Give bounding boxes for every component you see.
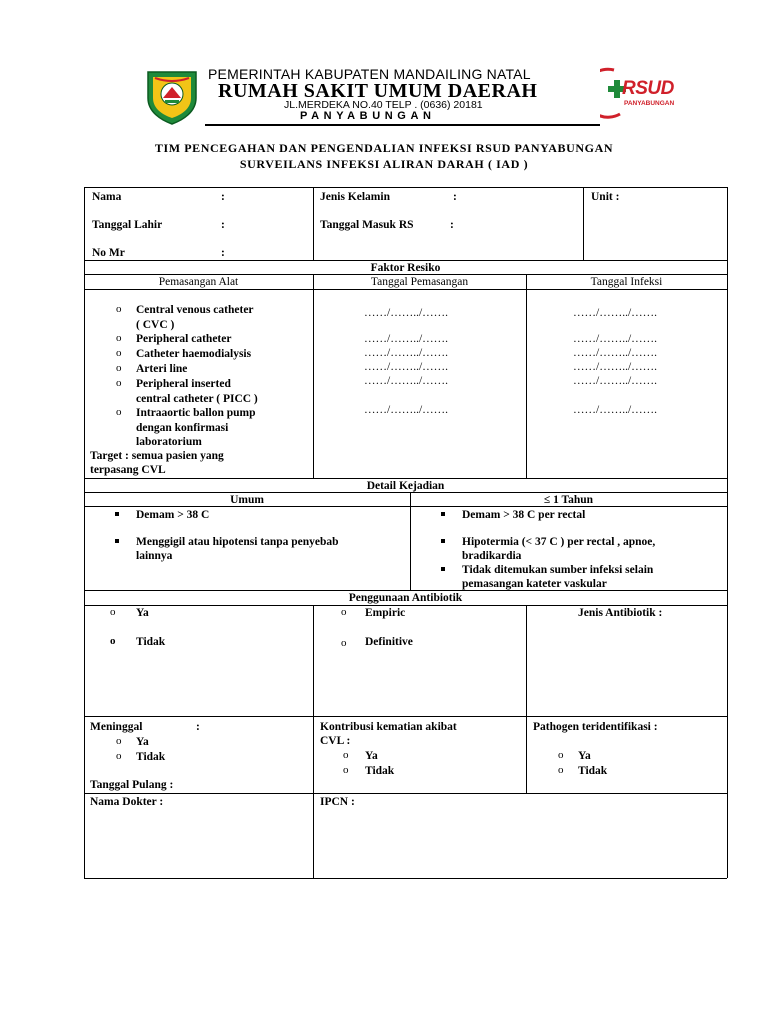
detail-bayi-hipotermia: Hipotermia (< 37 C ) per rectal , apnoe, — [462, 536, 656, 548]
header-hospital-name: RUMAH SAKIT UMUM DAERAH — [218, 80, 538, 102]
col-tanggal-pemasangan: Tanggal Pemasangan — [370, 276, 469, 288]
label-tanggal-masuk: Tanggal Masuk RS — [320, 219, 414, 231]
label-kontribusi-2: CVL : — [320, 735, 351, 747]
option-circle[interactable]: o — [116, 735, 122, 747]
col-umum: Umum — [230, 494, 264, 506]
target-line-1: Target : semua pasien yang — [90, 450, 224, 462]
item-iabp-3: laboratorium — [136, 436, 202, 448]
detail-umum-menggigil: Menggigil atau hipotensi tanpa penyebab — [136, 536, 339, 548]
form-subtitle: SURVEILANS INFEKSI ALIRAN DARAH ( IAD ) — [239, 157, 529, 171]
colon-nama: : — [221, 191, 225, 203]
bullet-square — [115, 512, 119, 516]
detail-bayi-demam: Demam > 38 C per rectal — [462, 509, 586, 521]
bullet-circle: o — [116, 332, 122, 344]
date-pemasangan-picc[interactable]: ……/……../……. — [364, 375, 449, 387]
rsud-logo — [600, 66, 675, 122]
col-satu-tahun: ≤ 1 Tahun — [543, 494, 594, 506]
antibiotik-ya[interactable]: Ya — [136, 607, 149, 619]
detail-bayi-sumber-1: Tidak ditemukan sumber infeksi selain — [462, 564, 654, 576]
label-kontribusi-1: Kontribusi kematian akibat — [320, 721, 457, 733]
bullet-circle: o — [116, 377, 122, 389]
pathogen-tidak[interactable]: Tidak — [578, 765, 608, 777]
detail-bayi-bradikardia: bradikardia — [462, 550, 522, 562]
option-circle[interactable]: o — [110, 635, 116, 647]
option-circle[interactable]: o — [558, 749, 564, 761]
bullet-square — [441, 512, 445, 516]
date-pemasangan-iabp[interactable]: ……/……../……. — [364, 404, 449, 416]
colon-no-mr: : — [221, 247, 225, 259]
section-antibiotik: Penggunaan Antibiotik — [348, 592, 463, 604]
section-faktor-resiko: Faktor Resiko — [370, 262, 441, 274]
item-iabp-1: Intraaortic ballon pump — [136, 407, 256, 419]
option-circle[interactable]: o — [343, 749, 349, 761]
date-infeksi-haemodialysis[interactable]: ……/……../……. — [573, 347, 658, 359]
antibiotik-empiric[interactable]: Empiric — [365, 607, 406, 619]
label-meninggal: Meninggal — [90, 721, 143, 733]
item-picc-2: central catheter ( PICC ) — [136, 393, 258, 405]
option-circle[interactable]: o — [116, 750, 122, 762]
col-pemasangan-alat: Pemasangan Alat — [158, 276, 239, 288]
option-circle[interactable]: o — [558, 764, 564, 776]
antibiotik-tidak[interactable]: Tidak — [136, 636, 166, 648]
item-cvc-abbr: ( CVC ) — [136, 319, 175, 331]
date-infeksi-iabp[interactable]: ……/……../……. — [573, 404, 658, 416]
bullet-circle: o — [116, 362, 122, 374]
bullet-circle: o — [116, 406, 122, 418]
antibiotik-definitive[interactable]: Definitive — [365, 636, 413, 648]
label-pathogen: Pathogen teridentifikasi : — [533, 721, 658, 733]
rsud-logo-subtext: PANYABUNGAN — [624, 100, 675, 107]
item-arteri-line: Arteri line — [136, 363, 188, 375]
label-jenis-kelamin: Jenis Kelamin — [320, 191, 390, 203]
date-infeksi-cvc[interactable]: ……/……../……. — [573, 307, 658, 319]
colon-meninggal: : — [196, 721, 200, 733]
kontribusi-tidak[interactable]: Tidak — [365, 765, 395, 777]
item-iabp-2: dengan konfirmasi — [136, 422, 229, 434]
detail-umum-demam: Demam > 38 C — [136, 509, 210, 521]
label-ipcn: IPCN : — [320, 796, 355, 808]
bullet-square — [115, 539, 119, 543]
regency-emblem-logo — [143, 68, 201, 126]
kontribusi-ya[interactable]: Ya — [365, 750, 378, 762]
section-detail-kejadian: Detail Kejadian — [366, 480, 445, 492]
label-unit: Unit : — [591, 191, 620, 203]
item-picc-1: Peripheral inserted — [136, 378, 231, 390]
option-circle[interactable]: o — [110, 606, 116, 618]
rsud-logo-text: RSUD — [622, 78, 674, 99]
date-infeksi-picc[interactable]: ……/……../……. — [573, 375, 658, 387]
header-government-name: PEMERINTAH KABUPATEN MANDAILING NATAL — [208, 66, 531, 82]
bullet-circle: o — [116, 303, 122, 315]
label-nama-dokter: Nama Dokter : — [90, 796, 164, 808]
option-circle[interactable]: o — [343, 764, 349, 776]
colon-jenis-kelamin: : — [453, 191, 457, 203]
option-circle[interactable]: o — [341, 637, 347, 649]
date-pemasangan-arteri[interactable]: ……/……../……. — [364, 361, 449, 373]
form-title: TIM PENCEGAHAN DAN PENGENDALIAN INFEKSI RSUD PANYABUNGAN — [154, 141, 614, 155]
meninggal-ya[interactable]: Ya — [136, 736, 149, 748]
detail-bayi-sumber-2: pemasangan kateter vaskular — [462, 578, 607, 590]
detail-umum-lainnya: lainnya — [136, 550, 173, 562]
bullet-circle: o — [116, 347, 122, 359]
header-divider — [205, 124, 600, 126]
item-peripheral-catheter: Peripheral catheter — [136, 333, 232, 345]
label-tanggal-lahir: Tanggal Lahir — [92, 219, 163, 231]
date-pemasangan-peripheral[interactable]: ……/……../……. — [364, 333, 449, 345]
meninggal-tidak[interactable]: Tidak — [136, 751, 166, 763]
label-no-mr: No Mr — [92, 247, 125, 259]
item-cvc: Central venous catheter — [136, 304, 254, 316]
label-nama: Nama — [92, 191, 122, 203]
colon-tanggal-masuk: : — [450, 219, 454, 231]
bullet-square — [441, 539, 445, 543]
label-tanggal-pulang: Tanggal Pulang : — [90, 779, 174, 791]
header-address: JL.MERDEKA NO.40 TELP . (0636) 20181 — [284, 99, 483, 111]
item-haemodialysis: Catheter haemodialysis — [136, 348, 252, 360]
target-line-2: terpasang CVL — [90, 464, 166, 476]
col-tanggal-infeksi: Tanggal Infeksi — [590, 276, 663, 288]
label-jenis-antibiotik: Jenis Antibiotik : — [578, 607, 663, 619]
colon-tanggal-lahir: : — [221, 219, 225, 231]
bullet-square — [441, 567, 445, 571]
date-infeksi-arteri[interactable]: ……/……../……. — [573, 361, 658, 373]
date-pemasangan-haemodialysis[interactable]: ……/……../……. — [364, 347, 449, 359]
header-city: PANYABUNGAN — [300, 110, 436, 122]
pathogen-ya[interactable]: Ya — [578, 750, 591, 762]
option-circle[interactable]: o — [341, 606, 347, 618]
date-infeksi-peripheral[interactable]: ……/……../……. — [573, 333, 658, 345]
date-pemasangan-cvc[interactable]: ……/……../……. — [364, 307, 449, 319]
